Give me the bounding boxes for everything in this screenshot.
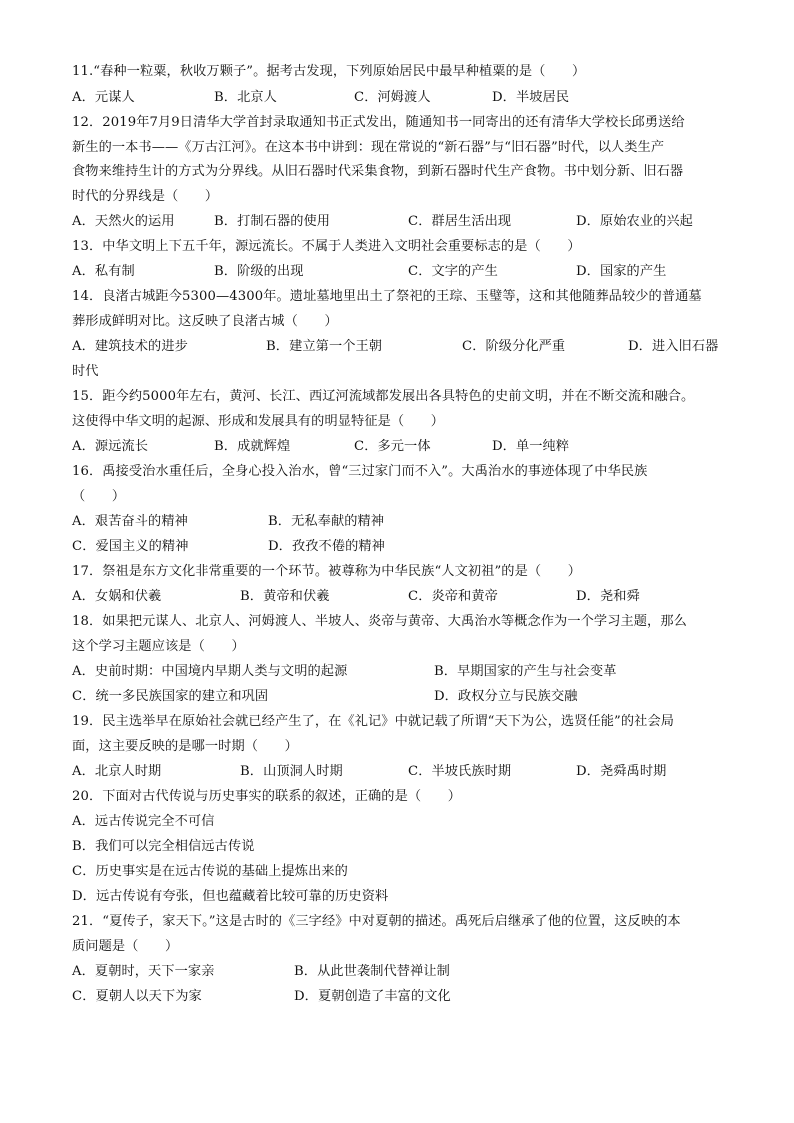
- question-21-stem-line: 质问题是（ ）: [72, 939, 179, 954]
- option-c: C．半坡氏族时期: [408, 764, 512, 779]
- option-a: A．远古传说完全不可信: [72, 814, 215, 829]
- question-11-stem: 11.“春种一粒粟，秋收万颗子”。据考古发现，下列原始居民中最早种植粟的是（ ）: [72, 64, 586, 79]
- option-a: A．女娲和伏羲: [72, 589, 162, 604]
- option-c: C．河姆渡人: [354, 90, 431, 105]
- option-a: A．天然火的运用: [72, 214, 175, 229]
- question-15-stem-line: 15．距今约5000年左右，黄河、长江、西辽河流域都发展出各具特色的史前文明，并在不断交流和融合。: [72, 389, 695, 404]
- option-c: C．多元一体: [354, 439, 431, 454]
- option-d: D．夏朝创造了丰富的文化: [294, 989, 451, 1004]
- question-12-stem-line: 时代的分界线是（ ）: [72, 189, 219, 204]
- option-c: C．群居生活出现: [408, 214, 512, 229]
- option-a: A．私有制: [72, 264, 135, 279]
- option-c: C．统一多民族国家的建立和巩固: [72, 689, 269, 704]
- option-a: A．史前时期：中国境内早期人类与文明的起源: [72, 664, 348, 679]
- question-17-stem: 17．祭祖是东方文化非常重要的一个环节。被尊称为中华民族“人文初祖”的是（ ）: [72, 564, 582, 579]
- option-b: B．北京人: [214, 90, 277, 105]
- option-b: B．无私奉献的精神: [268, 514, 385, 529]
- question-12-stem-line: 新生的一本书——《万古江河》。在这本书中讲到：现在常说的“新石器”与“旧石器”时代，以人类生产: [72, 140, 665, 155]
- question-18-stem-line: 18．如果把元谋人、北京人、河姆渡人、半坡人、炎帝与黄帝、大禹治水等概念作为一个学习主题，那么: [72, 614, 687, 629]
- question-15-stem-line: 这使得中华文明的起源、形成和发展具有的明显特征是（ ）: [72, 414, 445, 429]
- question-13-stem: 13．中华文明上下五千年，源远流长。不属于人类进入文明社会重要标志的是（ ）: [72, 239, 581, 254]
- question-19-stem-line: 面，这主要反映的是哪一时期（ ）: [72, 739, 298, 754]
- question-20-stem: 20．下面对古代传说与历史事实的联系的叙述，正确的是（ ）: [72, 789, 462, 804]
- option-a: A．建筑技术的进步: [72, 339, 188, 354]
- option-a: A．夏朝时，天下一家亲: [72, 964, 215, 979]
- option-d: D．国家的产生: [576, 264, 667, 279]
- option-d: D．原始农业的兴起: [576, 214, 693, 229]
- question-12-stem-line: 食物来维持生计的方式为分界线。从旧石器时代采集食物，到新石器时代生产食物。书中划分新、旧石器: [72, 164, 684, 179]
- option-d: D．进入旧石器: [628, 339, 719, 354]
- question-12-stem-line: 12．2019年7月9日清华大学首封录取通知书正式发出，随通知书一同寄出的还有清华大学校长邱勇送给: [72, 115, 685, 130]
- option-b: B．黄帝和伏羲: [240, 589, 330, 604]
- option-d: D．单一纯粹: [492, 439, 570, 454]
- option-b: B．从此世袭制代替禅让制: [294, 964, 450, 979]
- option-c: C．阶级分化严重: [462, 339, 566, 354]
- question-16-stem-line: 16．禹接受治水重任后，全身心投入治水，曾“三过家门而不入”。大禹治水的事迹体现了中华民族: [72, 464, 648, 479]
- option-d: D．尧和舜: [576, 589, 640, 604]
- question-14-stem-line: 14．良渚古城距今5300—4300年。遗址墓地里出土了祭祀的王琮、玉璧等，这和其他随葬品较少的普通墓: [72, 289, 702, 304]
- option-d: D．政权分立与民族交融: [434, 689, 578, 704]
- option-a: A．元谋人: [72, 90, 135, 105]
- option-d: D．孜孜不倦的精神: [268, 539, 385, 554]
- option-a: A．艰苦奋斗的精神: [72, 514, 188, 529]
- question-21-stem-line: 21．“夏传子，家天下。”这是古时的《三字经》中对夏朝的描述。禹死后启继承了他的位置，这反映的本: [72, 914, 681, 929]
- option-b: B．建立第一个王朝: [266, 339, 383, 354]
- option-b: B．山顶洞人时期: [240, 764, 343, 779]
- option-d: D．尧舜禹时期: [576, 764, 667, 779]
- option-d: D．半坡居民: [492, 90, 570, 105]
- option-b: B．早期国家的产生与社会变革: [434, 664, 617, 679]
- question-14-option-continuation: 时代: [72, 364, 99, 379]
- option-c: C．文字的产生: [408, 264, 498, 279]
- option-b: B．阶级的出现: [214, 264, 304, 279]
- option-b: B．我们可以完全相信远古传说: [72, 839, 255, 854]
- question-16-stem-line: （ ）: [72, 489, 126, 504]
- option-b: B．成就辉煌: [214, 439, 291, 454]
- option-c: C．历史事实是在远古传说的基础上提炼出来的: [72, 864, 348, 879]
- question-19-stem-line: 19．民主选举早在原始社会就已经产生了，在《礼记》中就记载了所谓“天下为公，选贤任能”的社会局: [72, 714, 675, 729]
- option-a: A．源远流长: [72, 439, 149, 454]
- option-a: A．北京人时期: [72, 764, 162, 779]
- option-c: C．爱国主义的精神: [72, 539, 189, 554]
- option-c: C．夏朝人以天下为家: [72, 989, 202, 1004]
- option-d: D．远古传说有夸张，但也蕴藏着比较可靠的历史资料: [72, 889, 389, 904]
- question-14-stem-line: 葬形成鲜明对比。这反映了良渚古城（ ）: [72, 314, 338, 329]
- question-18-stem-line: 这个学习主题应该是（ ）: [72, 639, 245, 654]
- option-b: B．打制石器的使用: [214, 214, 331, 229]
- option-c: C．炎帝和黄帝: [408, 589, 498, 604]
